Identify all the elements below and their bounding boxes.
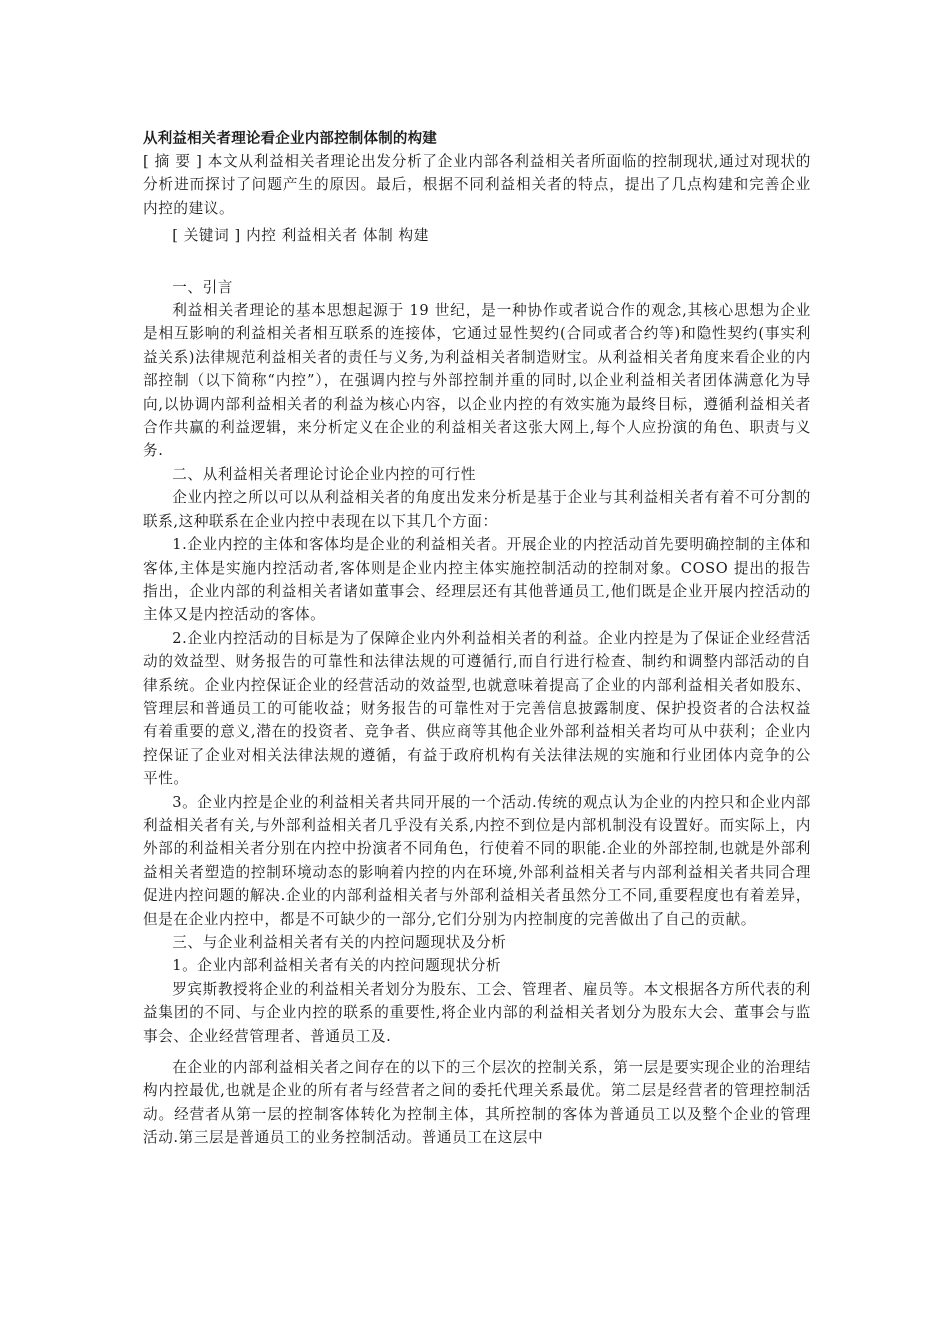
paragraph: 2.企业内控活动的目标是为了保障企业内外利益相关者的利益。企业内控是为了保证企业经营活动的效益型、财务报告的可靠性和法律法规的可遵循行,而自行进行检查、制约和调整内部活动的自律系统。企业内控保证企业的经营活动的效益型,也就意味着提高了企业的内部利益相关者如股东、管理层和普通员工的可能收益；财务报告的可靠性对于完善信息披露制度、保护投资者的合法权益有着重要的意义,潜在的投资者、竞争者、供应商等其他企业外部利益相关者均可从中获利；企业内控保证了企业对相关法律法规的遵循，有益于政府机构有关法律法规的实施和行业团体内竞争的公平性。 <box>143 629 811 788</box>
section-heading-problems: 三、与企业利益相关者有关的内控问题现状及分析 <box>172 934 507 951</box>
document-title: 从利益相关者理论看企业内部控制体制的构建 <box>143 131 437 147</box>
paragraph: 在企业的内部利益相关者之间存在的以下的三个层次的控制关系，第一层是要实现企业的治理结构内控最优,也就是企业的所有者与经营者之间的委托代理关系最优。第二层是经营者的管理控制活动。经营者从第一层的控制客体转化为控制主体，其所控制的客体为普通员工以及整个企业的管理活动.第三层是普通员工的业务控制活动。普通员工在这层中 <box>143 1059 811 1147</box>
section-heading-feasibility: 二、从利益相关者理论讨论企业内控的可行性 <box>172 465 477 483</box>
spacer <box>143 248 811 276</box>
paragraph: 利益相关者理论的基本思想起源于 19 世纪，是一种协作或者说合作的观念,其核心思想为企业是相互影响的利益相关者相互联系的连接体，它通过显性契约(合同或者合约等)和隐性契约(事实利益关系)法律规范利益相关者的责任与义务,为利益相关者制造财宝。从利益相关者角度来看企业的内部控制（以下简称“内控”），在强调内控与外部控制并重的同时,以企业利益相关者团体满意化为导向,以协调内部利益相关者的利益为核心内容，以企业内控的有效实施为最终目标，遵循利益相关者合作共赢的利益逻辑，来分析定义在企业的利益相关者这张大网上,每个人应扮演的角色、职责与义务. <box>143 302 811 460</box>
paragraph: 1.企业内控的主体和客体均是企业的利益相关者。开展企业的内控活动首先要明确控制的主体和客体,主体是实施内控活动者,客体则是企业内控主体实施控制活动的控制对象。COSO 提出的报告指出，企业内部的利益相关者诸如董事会、经理层还有其他普通员工,他们既是企业开展内控活动的主体又是内控活动的客体。 <box>143 536 811 624</box>
paragraph: 企业内控之所以可以从利益相关者的角度出发来分析是基于企业与其利益相关者有着不可分割的联系,这种联系在企业内控中表现在以下其几个方面： <box>143 489 811 530</box>
subsection-heading: 1。企业内部利益相关者有关的内控问题现状分析 <box>172 957 502 975</box>
paragraph: 罗宾斯教授将企业的利益相关者划分为股东、工会、管理者、雇员等。本文根据各方所代表的利益集团的不同、与企业内控的联系的重要性,将企业内部的利益相关者划分为股东大会、董事会与监事会、企业经营管理者、普通员工及. <box>143 980 811 1045</box>
paragraph: 3。企业内控是企业的利益相关者共同开展的一个活动.传统的观点认为企业的内控只和企业内部利益相关者有关,与外部利益相关者几乎没有关系,内控不到位是内部机制没有设置好。而实际上，内外部的利益相关者分别在内控中扮演者不同角色，行使着不同的职能.企业的外部控制,也就是外部利益相关者塑造的控制环境动态的影响着内控的内在环境,外部利益相关者与内部利益相关者共同合理促进内控问题的解决.企业的内部利益相关者与外部利益相关者虽然分工不同,重要程度也有着差异，但是在企业内控中，都是不可缺少的一部分,它们分别为内控制度的完善做出了自己的贡献。 <box>143 793 811 928</box>
keywords: [ 关键词 ] 内控 利益相关者 体制 构建 <box>172 227 429 245</box>
document-page <box>143 128 811 1150</box>
spacer <box>143 1048 811 1056</box>
abstract: [ 摘 要 ] 本文从利益相关者理论出发分析了企业内部各利益相关者所面临的控制现状,通过对现状的分析进而探讨了问题产生的原因。最后，根据不同利益相关者的特点，提出了几点构建和完善企业内控的建议。 <box>143 153 811 217</box>
section-heading-introduction: 一、引言 <box>172 278 233 296</box>
